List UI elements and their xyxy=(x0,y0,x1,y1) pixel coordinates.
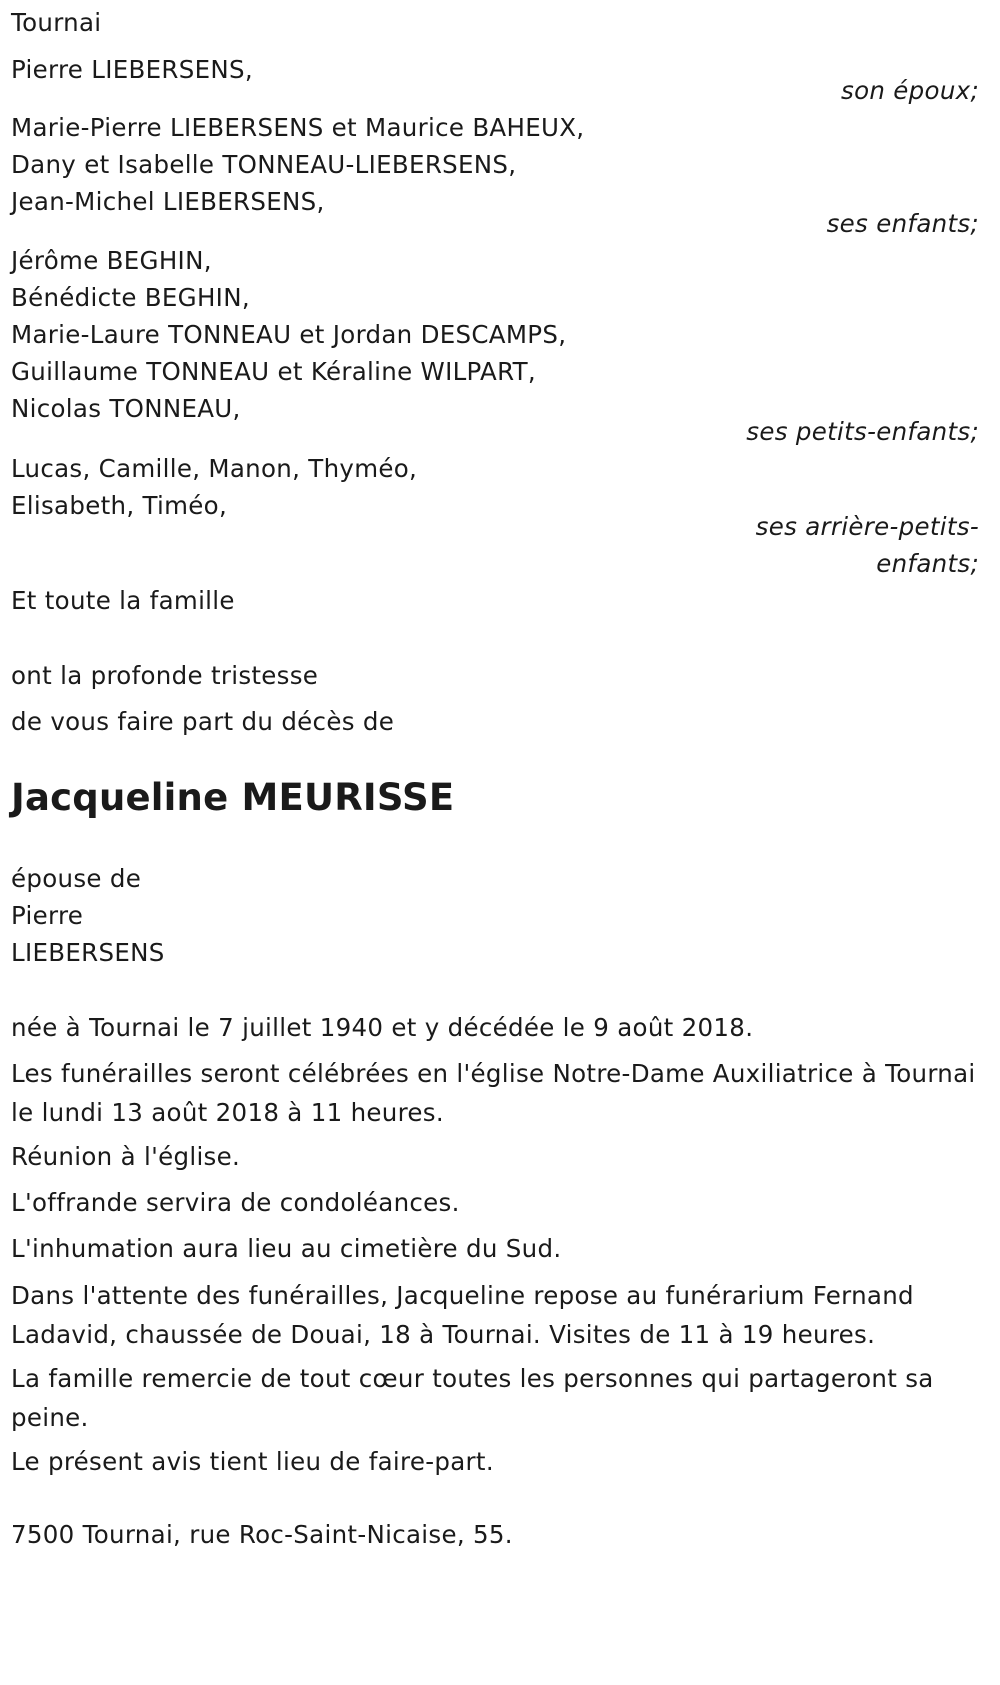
detail-paragraph: L'offrande servira de condoléances. xyxy=(11,1188,460,1217)
deceased-spouse-line: épouse de xyxy=(11,864,142,893)
obituary-notice xyxy=(11,0,991,1685)
relation-grandchildren: ses petits-enfants; xyxy=(746,417,979,446)
detail-paragraph: La famille remercie de tout cœur toutes les personnes qui partageront sa peine. xyxy=(11,1364,934,1432)
rest-of-family: Et toute la famille xyxy=(11,586,235,615)
grandchild-line: Bénédicte BEGHIN, xyxy=(11,283,250,312)
detail-paragraph: Les funérailles seront célébrées en l'église Notre-Dame Auxiliatrice à Tournai le lundi 13 août 2018 à 11 heures. xyxy=(11,1059,976,1127)
detail-paragraph: Réunion à l'église. xyxy=(11,1142,241,1171)
relation-great-grandchildren-line1: ses arrière-petits- xyxy=(755,512,979,541)
child-line: Jean-Michel LIEBERSENS, xyxy=(11,187,325,216)
relation-children: ses enfants; xyxy=(826,209,979,238)
grandchild-line: Nicolas TONNEAU, xyxy=(11,394,241,423)
detail-paragraph: Le présent avis tient lieu de faire-part. xyxy=(11,1447,494,1476)
announcement-line: ont la profonde tristesse xyxy=(11,661,319,690)
relation-spouse: son époux; xyxy=(841,76,979,105)
child-line: Marie-Pierre LIEBERSENS et Maurice BAHEUX, xyxy=(11,113,585,142)
child-line: Dany et Isabelle TONNEAU-LIEBERSENS, xyxy=(11,150,517,179)
spouse-name: Pierre LIEBERSENS, xyxy=(11,55,253,84)
grandchild-line: Guillaume TONNEAU et Kéraline WILPART, xyxy=(11,357,537,386)
detail-paragraph: Dans l'attente des funérailles, Jacqueline repose au funérarium Fernand Ladavid, chaussée de Douai, 18 à Tournai. Visites de 11 à 19 heures. xyxy=(11,1281,914,1349)
detail-paragraph: L'inhumation aura lieu au cimetière du Sud. xyxy=(11,1234,562,1263)
relation-great-grandchildren-line2: enfants; xyxy=(876,549,979,578)
announcement-line: de vous faire part du décès de xyxy=(11,707,395,736)
grandchild-line: Jérôme BEGHIN, xyxy=(11,246,212,275)
address: 7500 Tournai, rue Roc-Saint-Nicaise, 55. xyxy=(11,1520,513,1549)
great-grandchild-line: Elisabeth, Timéo, xyxy=(11,491,228,520)
header-city: Tournai xyxy=(11,8,102,37)
deceased-name: Jacqueline MEURISSE xyxy=(11,776,455,819)
grandchild-line: Marie-Laure TONNEAU et Jordan DESCAMPS, xyxy=(11,320,567,349)
detail-paragraph: née à Tournai le 7 juillet 1940 et y décédée le 9 août 2018. xyxy=(11,1013,754,1042)
deceased-spouse-line: LIEBERSENS xyxy=(11,938,165,967)
great-grandchild-line: Lucas, Camille, Manon, Thyméo, xyxy=(11,454,418,483)
deceased-spouse-line: Pierre xyxy=(11,901,84,930)
